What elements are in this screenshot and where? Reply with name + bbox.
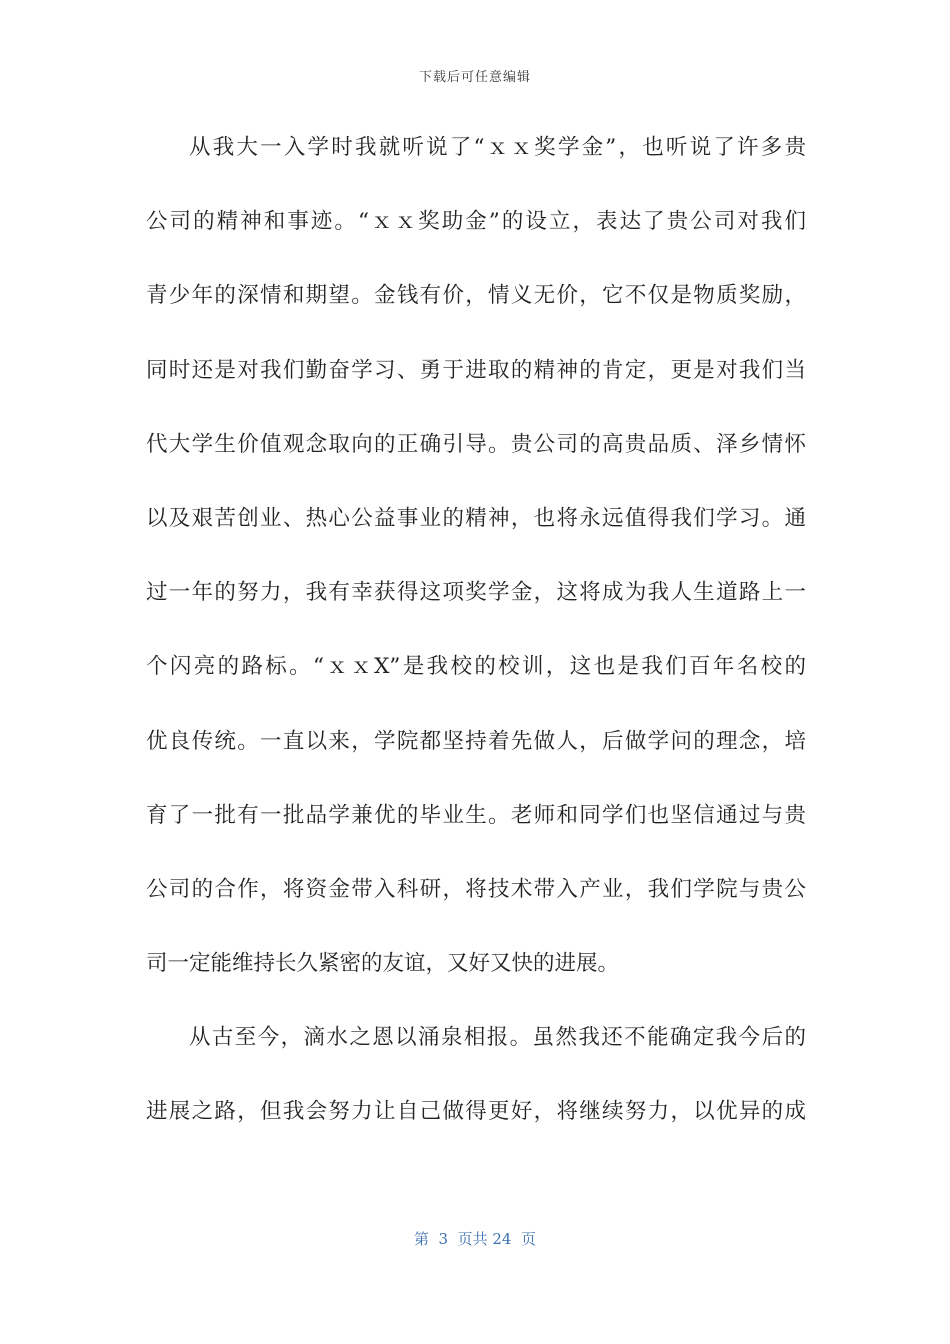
page-footer: 第 3 页共 24 页 (413, 1230, 536, 1248)
paragraph-1-line-4: 同时还是对我们勤奋学习、勇于进取的精神的肯定，更是对我们当 (146, 357, 806, 383)
paragraph-1-line-12: 司一定能维持长久紧密的友谊，又好又快的进展。 (146, 951, 620, 977)
paragraph-1-line-1: 从我大一入学时我就听说了“ｘｘ奖学金”，也听说了许多贵 (189, 135, 806, 160)
paragraph-1-line-5: 代大学生价值观念取向的正确引导。贵公司的高贵品质、泽乡情怀 (146, 431, 806, 457)
paragraph-1-line-7: 过一年的努力，我有幸获得这项奖学金，这将成为我人生道路上一 (146, 580, 806, 606)
body-text (146, 126, 806, 1165)
paragraph-2-line-1: 从古至今，滴水之恩以涌泉相报。虽然我还不能确定我今后的 (189, 1025, 806, 1051)
paragraph-1-line-11: 公司的合作，将资金带入科研，将技术带入产业，我们学院与贵公 (146, 876, 806, 902)
paragraph-1-line-8: 个闪亮的路标。“ｘｘX”是我校的校训，这也是我们百年名校的 (146, 654, 806, 680)
paragraph-2-line-2: 进展之路，但我会努力让自己做得更好，将继续努力，以优异的成 (146, 1099, 806, 1125)
page-header: 下载后可任意编辑 (418, 70, 531, 85)
paragraph-1-line-2: 公司的精神和事迹。“ｘｘ奖助金”的设立，表达了贵公司对我们 (146, 209, 806, 235)
paragraph-1-line-6: 以及艰苦创业、热心公益事业的精神，也将永远值得我们学习。通 (146, 505, 806, 531)
paragraph-1-line-10: 育了一批有一批品学兼优的毕业生。老师和同学们也坚信通过与贵 (146, 802, 806, 828)
paragraph-1-line-3: 青少年的深情和期望。金钱有价，情义无价，它不仅是物质奖励， (146, 283, 806, 309)
paragraph-1-line-9: 优良传统。一直以来，学院都坚持着先做人，后做学问的理念，培 (146, 728, 806, 754)
